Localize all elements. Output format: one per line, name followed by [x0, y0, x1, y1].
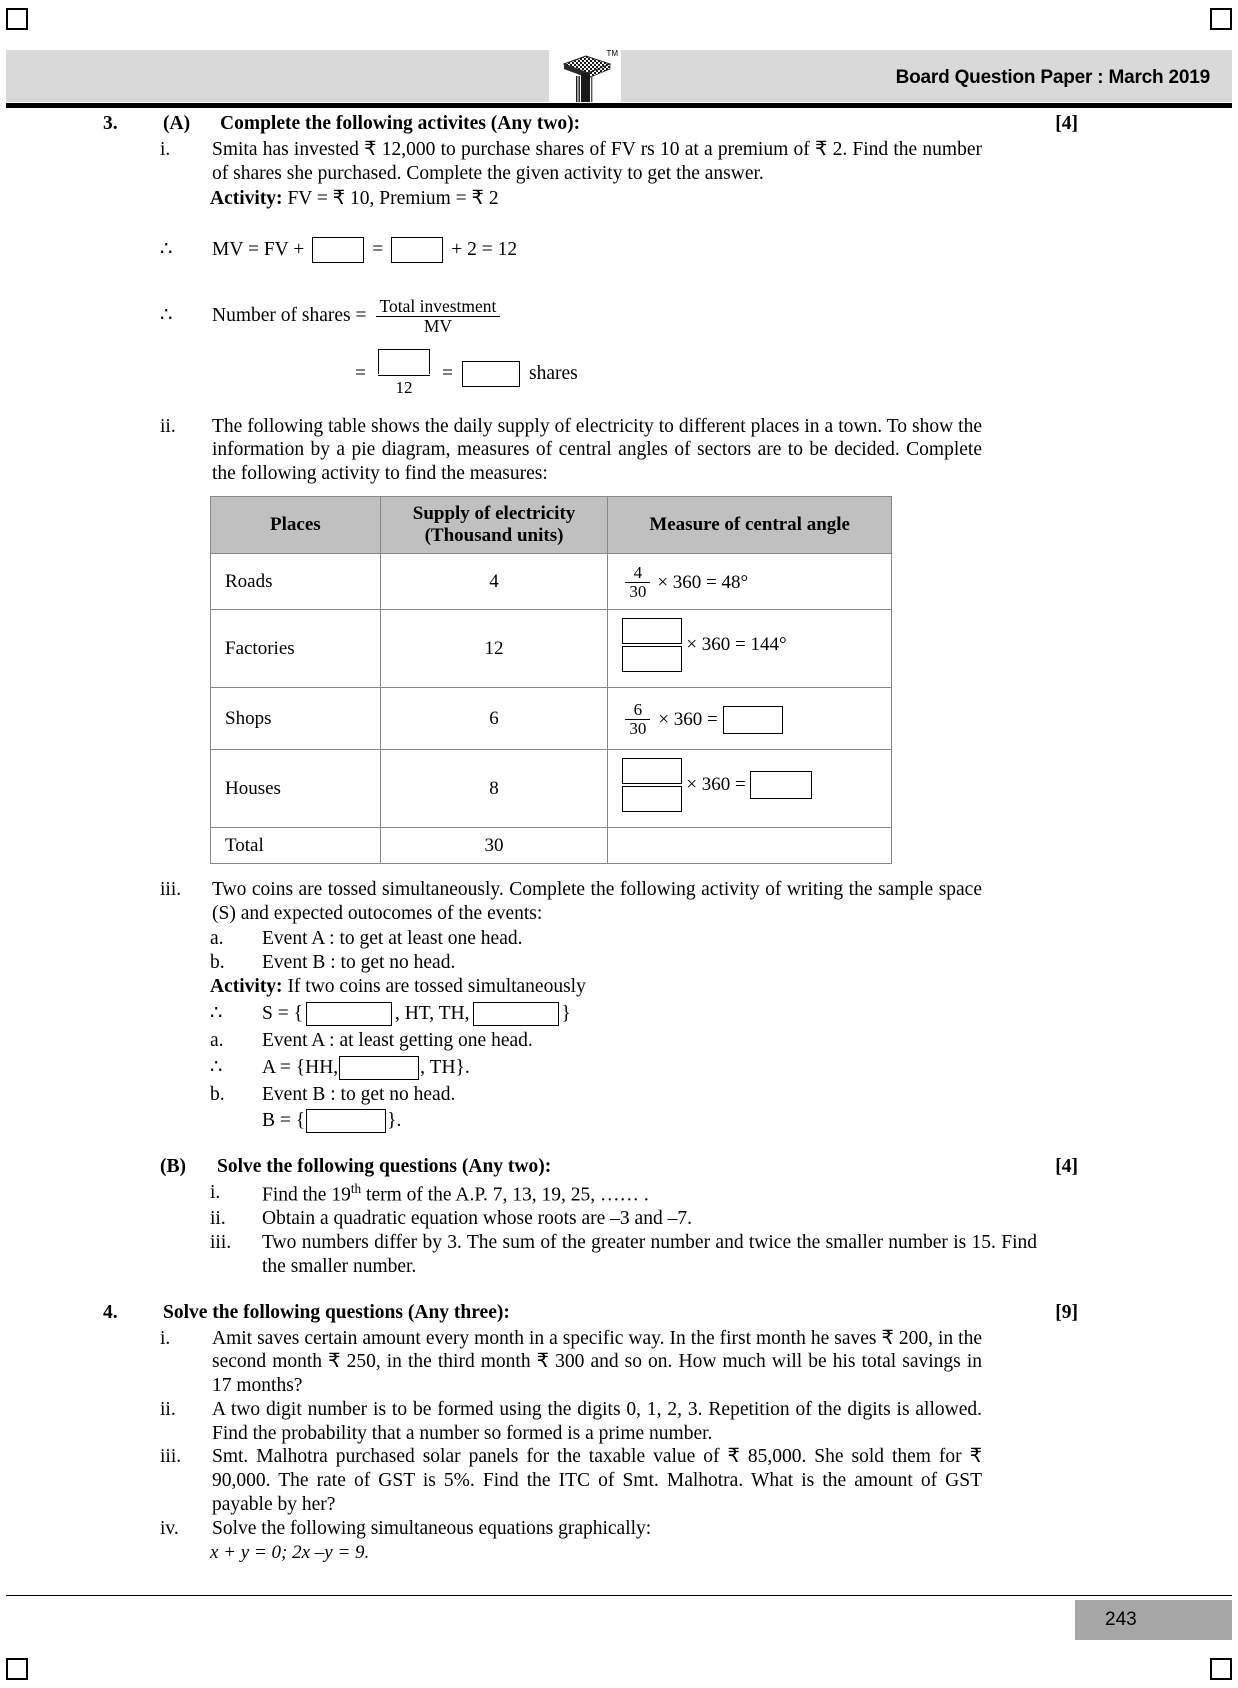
q4-item-i-text: Amit saves certain amount every month in a specific way. In the first month he saves ₹ 200, in the second month ₹ 250, in the third month ₹ 300 and so on. How much will be his total savings in 17 months? — [212, 1327, 982, 1397]
sample-space-prefix: S = { — [262, 1002, 303, 1024]
part-a-label: (A) — [163, 113, 191, 134]
event-b-set-row — [0, 1109, 1238, 1133]
item-iii-event-b-row — [0, 951, 1238, 975]
answer-blank-event-b[interactable] — [306, 1109, 386, 1133]
shares-fraction-numerator-blank[interactable] — [378, 349, 430, 374]
item-ii-number: ii. — [160, 415, 176, 437]
mv-equation-lhs: MV = FV + — [212, 239, 305, 261]
part-b-item-i-number: i. — [210, 1182, 221, 1204]
sample-space-row — [0, 1002, 1238, 1026]
item-i-text: Smita has invested ₹ 12,000 to purchase shares of FV rs 10 at a premium of ₹ 2. Find the number of shares she purchased. Complete the given activity to get the answer. — [212, 138, 982, 184]
crop-mark-top-right — [1210, 8, 1232, 30]
shares-equation-lhs: Number of shares = — [212, 305, 367, 327]
table-header-supply-line1: Supply of electricity — [412, 502, 576, 524]
item-i-activity-label: Activity: — [210, 188, 283, 210]
crop-mark-top-left — [6, 8, 28, 30]
part-b-item-i-text-post: term of the A.P. 7, 13, 19, 25, …… . — [361, 1184, 649, 1206]
item-iii-activity-label: Activity: — [210, 975, 283, 997]
table-header-row — [211, 496, 892, 553]
answer-blank-mv-2[interactable] — [391, 237, 443, 263]
q4-item-iv-equation: x + y = 0; 2x –y = 9. — [210, 1541, 370, 1563]
cell-place-roads: Roads — [211, 553, 381, 609]
question-3-a-item-ii — [0, 415, 1238, 486]
question-4-marks: [9] — [1055, 1301, 1078, 1323]
sample-space-suffix: } — [561, 1002, 571, 1024]
item-i-shares-equation-row — [0, 297, 1238, 335]
part-a-heading: Complete the following activites (Any two): — [220, 113, 581, 134]
roads-fraction-numerator: 4 — [633, 563, 643, 583]
shares-fraction-denominator: 12 — [378, 375, 430, 399]
cell-supply-shops: 6 — [380, 687, 608, 749]
item-i-activity-text: FV = ₹ 10, Premium = ₹ 2 — [287, 188, 499, 210]
cell-angle-shops — [608, 687, 892, 749]
part-b-item-iii-number: iii. — [210, 1232, 232, 1254]
question-3-a-item-iii — [0, 878, 1238, 926]
shops-fraction-numerator: 6 — [633, 700, 643, 720]
question-4-item-ii — [0, 1398, 1238, 1446]
shares-result-equals-mid: = — [442, 362, 453, 384]
crop-mark-bottom-left — [6, 1658, 28, 1680]
item-iii-b-label: b. — [210, 952, 225, 974]
answer-blank-factories-numerator[interactable] — [622, 618, 682, 644]
cell-supply-factories: 12 — [380, 609, 608, 687]
sample-space-mid: , HT, TH, — [394, 1002, 470, 1024]
question-3-a-item-i — [0, 138, 1238, 186]
cell-angle-factories — [608, 609, 892, 687]
cell-supply-total: 30 — [380, 827, 608, 863]
event-a-set-row — [0, 1056, 1238, 1080]
table-header-central-angle: Measure of central angle — [608, 496, 892, 553]
electricity-supply-table — [210, 496, 892, 864]
part-b-label: (B) — [160, 1156, 186, 1178]
fraction-numerator-total-investment: Total investment — [379, 296, 497, 317]
answer-blank-houses-denominator[interactable] — [622, 786, 682, 812]
factories-angle-expression: × 360 = 144° — [686, 634, 787, 656]
q4-item-ii-number: ii. — [160, 1398, 176, 1420]
target-publications-logo-icon — [554, 48, 618, 104]
question-4-item-iv — [0, 1517, 1238, 1541]
q4-item-iv-number: iv. — [160, 1517, 179, 1539]
answer-blank-sample-space-1[interactable] — [306, 1002, 392, 1026]
header-title: Board Question Paper : March 2019 — [895, 67, 1210, 88]
event-b-set-suffix: }. — [387, 1110, 402, 1132]
item-iii-activity-text: If two coins are tossed simultaneously — [287, 975, 586, 997]
item-iii-event-a-row — [0, 927, 1238, 951]
roads-fraction-denominator: 30 — [625, 582, 650, 601]
item-i-mv-equation-row — [0, 237, 1238, 263]
question-4-item-iii — [0, 1445, 1238, 1516]
item-ii-text: The following table shows the daily supply of electricity to different places in a town. To show the information by a pie diagram, measures of central angles of sectors are to be decided. Complete the following activity to find the measures: — [212, 415, 982, 485]
cell-angle-roads — [608, 553, 892, 609]
event-a-set-prefix: A = {HH, — [262, 1056, 339, 1078]
event-b-restate-text: Event B : to get no head. — [262, 1083, 456, 1105]
part-b-item-i-text-pre: Find the 19 — [262, 1184, 351, 1206]
answer-blank-event-a[interactable] — [339, 1056, 419, 1080]
part-b-item-i-ordinal-suffix: th — [350, 1181, 362, 1197]
q4-item-ii-text: A two digit number is to be formed using the digits 0, 1, 2, 3. Repetition of the digits is allowed. Find the probability that a number so formed is a prime number. — [212, 1398, 982, 1444]
crop-mark-bottom-right — [1210, 1658, 1232, 1680]
item-i-number: i. — [160, 138, 171, 160]
answer-blank-factories-denominator[interactable] — [622, 646, 682, 672]
shares-result-equals-left: = — [355, 362, 366, 384]
q4-item-i-number: i. — [160, 1327, 171, 1349]
item-iii-text: Two coins are tossed simultaneously. Complete the following activity of writing the sample space (S) and expected outocomes of the events: — [212, 878, 982, 924]
answer-blank-houses-result[interactable] — [750, 771, 812, 799]
event-b-restate-label: b. — [210, 1083, 225, 1105]
cell-place-shops: Shops — [211, 687, 381, 749]
part-a-marks: [4] — [1055, 113, 1078, 134]
footer-rule — [6, 1595, 1232, 1596]
item-i-activity-line — [210, 187, 1238, 211]
therefore-symbol-1: ∴ — [160, 239, 173, 261]
part-b-item-ii-number: ii. — [210, 1208, 226, 1230]
shares-result-unit: shares — [529, 362, 578, 384]
question-3-part-b-heading-row — [0, 1155, 1238, 1179]
page-number-badge — [1075, 1600, 1232, 1640]
q4-item-iii-number: iii. — [160, 1446, 182, 1468]
item-iii-a-label: a. — [210, 928, 224, 950]
header-band-left — [6, 50, 549, 102]
part-b-item-iii-text: Two numbers differ by 3. The sum of the greater number and twice the smaller number is 15. Find the smaller number. — [262, 1232, 1037, 1277]
houses-blank-fraction — [622, 758, 682, 812]
table-row — [211, 687, 892, 749]
item-iii-number: iii. — [160, 878, 182, 900]
event-a-restate-text: Event A : at least getting one head. — [262, 1029, 533, 1051]
header-band-right — [621, 50, 1232, 102]
part-b-item-ii-text: Obtain a quadratic equation whose roots are –3 and –7. — [262, 1208, 692, 1230]
part-b-marks: [4] — [1055, 1156, 1078, 1178]
answer-blank-shares-numerator[interactable] — [378, 349, 430, 374]
cell-place-total: Total — [211, 827, 381, 863]
cell-supply-roads: 4 — [380, 553, 608, 609]
part-b-item-i-text — [262, 1181, 649, 1207]
item-i-shares-result-row — [0, 349, 1238, 399]
item-iii-activity-line — [210, 975, 1238, 999]
page-content — [0, 112, 1238, 1564]
page-header — [6, 50, 1232, 102]
event-b-set-prefix: B = { — [262, 1110, 306, 1132]
event-b-restate-row — [0, 1083, 1238, 1107]
page-number: 243 — [1105, 1609, 1137, 1630]
answer-blank-shops-result[interactable] — [723, 706, 783, 734]
total-investment-over-mv-fraction — [376, 297, 501, 335]
table-header-places: Places — [211, 496, 381, 553]
answer-blank-houses-numerator[interactable] — [622, 758, 682, 784]
table-row — [211, 609, 892, 687]
question-4-item-i — [0, 1327, 1238, 1398]
event-a-set-suffix: , TH}. — [420, 1056, 470, 1078]
shares-blank-fraction — [378, 349, 430, 399]
question-4-heading-row — [0, 1301, 1238, 1325]
answer-blank-mv-1[interactable] — [312, 237, 364, 263]
answer-blank-shares-result[interactable] — [462, 361, 520, 387]
cell-angle-houses — [608, 749, 892, 827]
item-iii-b-text: Event B : to get no head. — [262, 952, 456, 974]
cell-place-factories: Factories — [211, 609, 381, 687]
event-a-restate-row — [0, 1029, 1238, 1053]
shops-angle-expression: × 360 = — [658, 709, 718, 731]
q4-item-iii-text: Smt. Malhotra purchased solar panels for the taxable value of ₹ 85,000. She sold them for ₹ 90,000. The rate of GST is 5%. Find the ITC of Smt. Malhotra. What is the amount of GST payable by her? — [212, 1446, 982, 1515]
question-3-part-a-heading-row — [0, 112, 1238, 136]
table-row — [211, 749, 892, 827]
roads-angle-expression: × 360 = 48° — [657, 572, 749, 594]
cell-supply-houses: 8 — [380, 749, 608, 827]
answer-blank-sample-space-2[interactable] — [473, 1002, 559, 1026]
mv-equation-equals: = — [372, 239, 384, 261]
mv-equation-tail: + 2 = 12 — [451, 239, 518, 261]
cell-place-houses: Houses — [211, 749, 381, 827]
trademark-symbol: TM — [606, 49, 618, 58]
question-4-heading: Solve the following questions (Any three): — [163, 1301, 510, 1323]
question-4-number: 4. — [103, 1301, 118, 1323]
cell-angle-total — [608, 827, 892, 863]
shops-fraction-denominator: 30 — [625, 719, 650, 738]
table-header-supply — [380, 496, 608, 553]
table-row — [211, 553, 892, 609]
shops-fraction — [625, 701, 650, 738]
therefore-symbol-3: ∴ — [210, 1002, 223, 1024]
fraction-denominator-mv: MV — [376, 316, 501, 335]
part-b-item-i — [0, 1181, 1238, 1207]
item-iii-a-text: Event A : to get at least one head. — [262, 928, 523, 950]
header-rule-thin — [6, 107, 1232, 108]
roads-fraction — [625, 564, 650, 601]
therefore-symbol-4: ∴ — [210, 1056, 223, 1078]
houses-angle-expression: × 360 = — [686, 774, 746, 796]
part-b-heading: Solve the following questions (Any two): — [217, 1156, 552, 1178]
part-b-item-ii — [0, 1207, 1238, 1231]
part-b-item-iii — [0, 1231, 1238, 1279]
therefore-symbol-2: ∴ — [160, 305, 173, 327]
table-row — [211, 827, 892, 863]
question-3-number: 3. — [103, 113, 118, 134]
table-header-supply-line2: (Thousand units) — [424, 524, 564, 546]
q4-item-iv-text: Solve the following simultaneous equations graphically: — [212, 1517, 652, 1539]
event-a-restate-label: a. — [210, 1029, 224, 1051]
factories-blank-fraction — [622, 618, 682, 672]
